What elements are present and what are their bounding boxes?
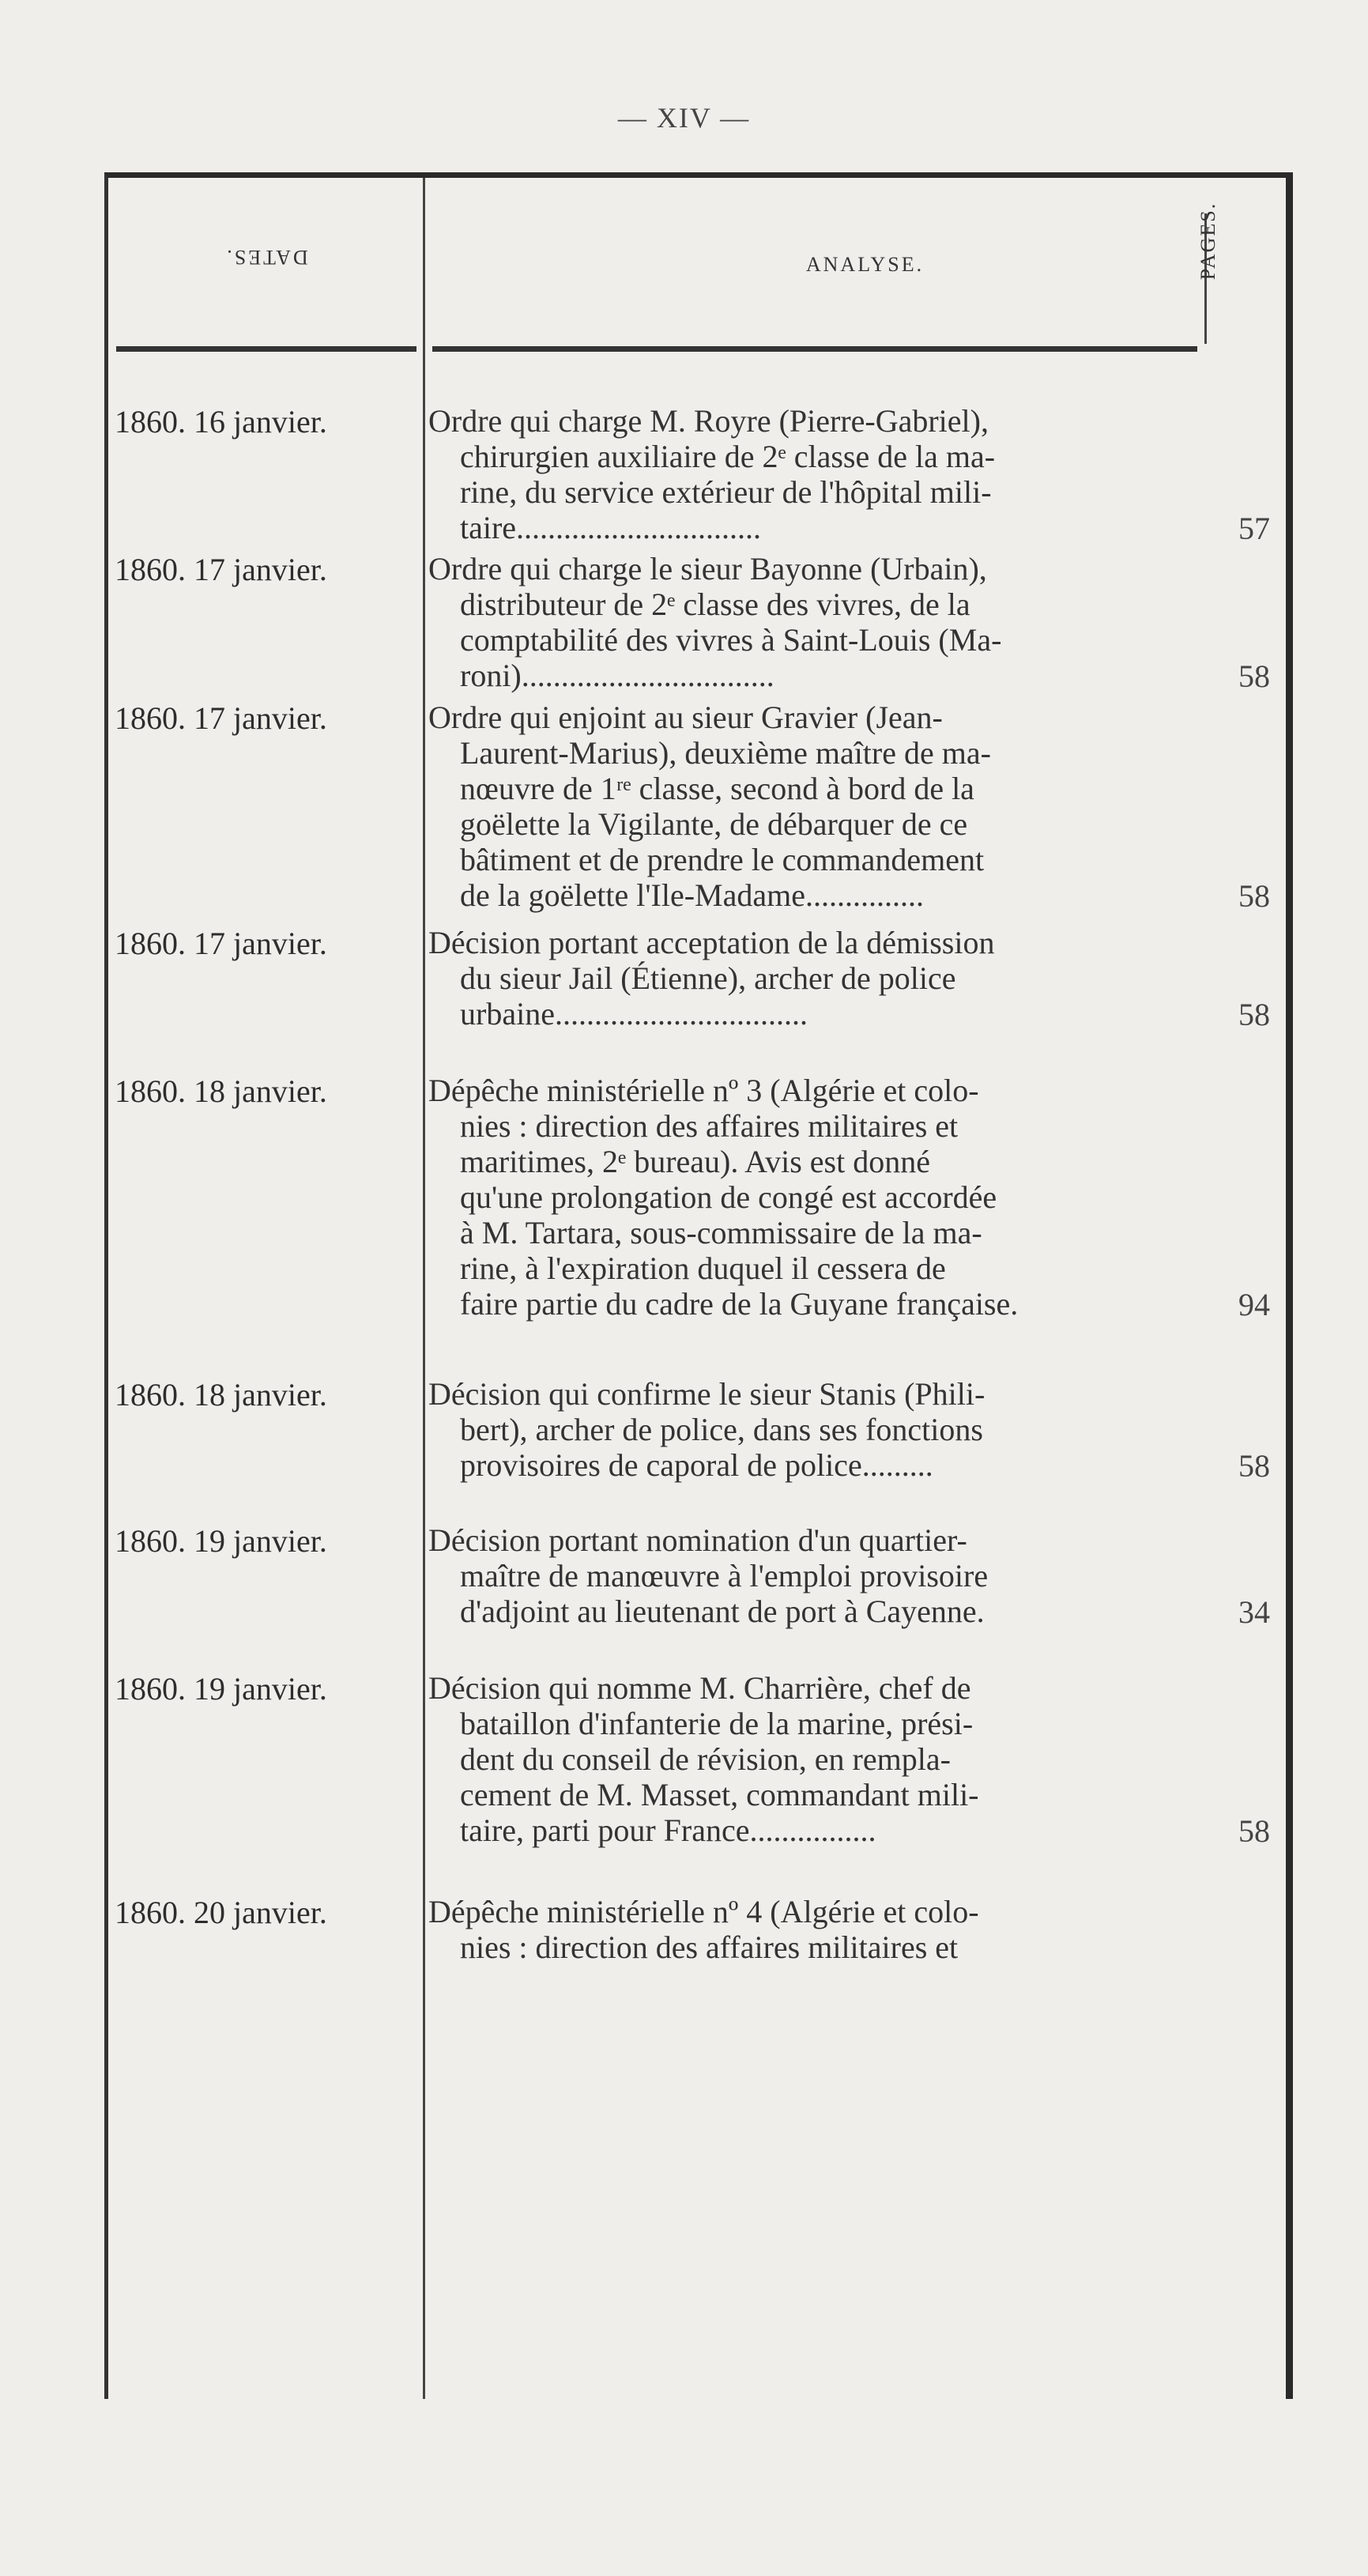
entry-date: 1860. 19 janvier.: [115, 1523, 327, 1559]
page-folio: — XIV —: [617, 102, 751, 134]
entry-line: du sieur Jail (Étienne), archer de police: [460, 960, 956, 996]
register-table: [104, 172, 1293, 2399]
entry-line: nies : direction des affaires militaires et: [460, 1108, 959, 1144]
entry-line: nœuvre de 1ʳᵉ classe, second à bord de la: [460, 771, 974, 806]
entry-line: Ordre qui charge le sieur Bayonne (Urbain),: [428, 551, 987, 586]
entry-line: qu'une prolongation de congé est accordée: [460, 1179, 997, 1215]
entry-page-number: 58: [1238, 997, 1270, 1032]
entry-page-number: 57: [1238, 511, 1270, 546]
entry-page-number: 34: [1238, 1594, 1270, 1630]
entry-line: nies : direction des affaires militaires et: [460, 1929, 959, 1965]
entry-page-number: 58: [1238, 658, 1270, 694]
entry-line: urbaine................................: [460, 996, 808, 1032]
entry-line: roni)................................: [460, 658, 774, 693]
header-rule-analyse: [432, 346, 1197, 352]
entry-line: à M. Tartara, sous-commissaire de la ma-: [460, 1215, 982, 1250]
entry-analysis: [428, 403, 1270, 545]
entry-line: Décision portant acceptation de la démission: [428, 925, 995, 960]
entry-line: bâtiment et de prendre le commandement: [460, 842, 985, 877]
entry-line: Décision qui nomme M. Charrière, chef de: [428, 1670, 971, 1706]
entry-line: taire...............................: [460, 510, 762, 545]
entry-page-number: 58: [1238, 878, 1270, 914]
entry-date: 1860. 20 janvier.: [115, 1895, 327, 1930]
entry-page-number: 58: [1238, 1448, 1270, 1484]
entry-line: Décision portant nomination d'un quartier-: [428, 1522, 967, 1558]
entry-line: maritimes, 2ᵉ bureau). Avis est donné: [460, 1144, 930, 1179]
entry-analysis: [428, 1376, 1270, 1483]
entry-line: dent du conseil de révision, en rempla-: [460, 1741, 951, 1777]
entry-line: Décision qui confirme le sieur Stanis (Phili-: [428, 1376, 985, 1412]
entry-date: 1860. 18 janvier.: [115, 1073, 327, 1109]
entry-line: Ordre qui charge M. Royre (Pierre-Gabriel),: [428, 403, 989, 439]
entry-analysis: [428, 1073, 1270, 1322]
entry-date: 1860. 18 janvier.: [115, 1377, 327, 1412]
entry-line: provisoires de caporal de police.........: [460, 1447, 933, 1483]
entry-analysis: [428, 1522, 1270, 1629]
entry-analysis: [428, 700, 1270, 913]
entry-page-number: 58: [1238, 1813, 1270, 1849]
entry-line: de la goëlette l'Ile-Madame...............: [460, 877, 924, 913]
entry-analysis: [428, 1894, 1270, 1965]
entry-line: chirurgien auxiliaire de 2ᵉ classe de la ma-: [460, 439, 996, 474]
entry-line: rine, du service extérieur de l'hôpital mili-: [460, 474, 992, 510]
header-dates: DATES.: [224, 246, 308, 269]
entry-line: rine, à l'expiration duquel il cessera de: [460, 1250, 946, 1286]
header-pages: PAGES.: [1197, 202, 1219, 281]
entry-line: d'adjoint au lieutenant de port à Cayenne.: [460, 1593, 985, 1629]
entry-line: cement de M. Masset, commandant mili-: [460, 1777, 979, 1812]
entry-date: 1860. 16 janvier.: [115, 404, 327, 439]
entry-date: 1860. 19 janvier.: [115, 1671, 327, 1707]
entry-line: goëlette la Vigilante, de débarquer de ce: [460, 806, 968, 842]
entry-line: Ordre qui enjoint au sieur Gravier (Jean-: [428, 700, 943, 735]
header-rule-dates: [116, 346, 416, 352]
entry-line: distributeur de 2ᵉ classe des vivres, de la: [460, 586, 970, 622]
entry-page-number: 94: [1238, 1287, 1270, 1322]
entry-line: faire partie du cadre de la Guyane française.: [460, 1286, 1019, 1322]
entry-date: 1860. 17 janvier.: [115, 552, 327, 587]
entry-line: bert), archer de police, dans ses fonctions: [460, 1412, 983, 1447]
entry-line: Dépêche ministérielle nº 4 (Algérie et colo-: [428, 1894, 979, 1929]
entry-line: bataillon d'infanterie de la marine, prési-: [460, 1706, 974, 1741]
column-divider-dates: [423, 178, 425, 2399]
entry-line: Laurent-Marius), deuxième maître de ma-: [460, 735, 991, 771]
entry-date: 1860. 17 janvier.: [115, 700, 327, 736]
header-analyse: ANALYSE.: [805, 253, 925, 276]
entry-line: taire, parti pour France................: [460, 1812, 876, 1848]
entry-line: maître de manœuvre à l'emploi provisoire: [460, 1558, 989, 1593]
entry-date: 1860. 17 janvier.: [115, 926, 327, 961]
entry-analysis: [428, 551, 1270, 693]
entry-line: Dépêche ministérielle nº 3 (Algérie et colo-: [428, 1073, 979, 1108]
entry-line: comptabilité des vivres à Saint-Louis (Ma-: [460, 622, 1002, 658]
entry-analysis: [428, 1670, 1270, 1848]
entry-analysis: [428, 925, 1270, 1032]
